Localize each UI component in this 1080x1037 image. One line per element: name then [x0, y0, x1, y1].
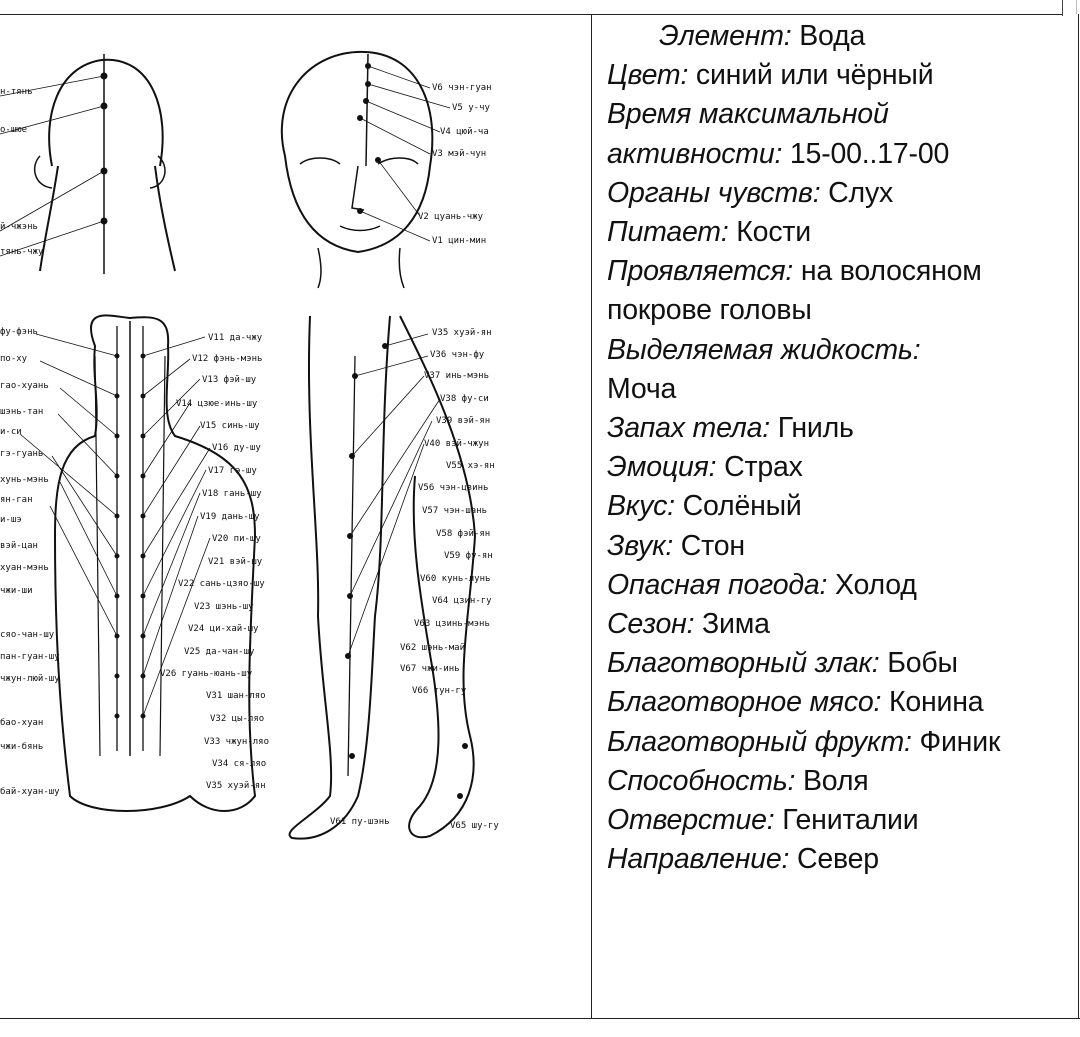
- label-back-left-14: пан-гуан-шу: [0, 652, 60, 662]
- label-leg-17: V66 тун-гу: [412, 686, 467, 696]
- label-leg-9: V57 чэн-шань: [422, 506, 488, 516]
- neck-back: [40, 166, 175, 271]
- label-back-right-13: V23 шэнь-шу: [194, 602, 254, 612]
- label-head-4: тянь-чжу: [0, 247, 44, 257]
- label-leg-4: V38 фу-си: [440, 394, 489, 404]
- label-back-left-17: чжи-бянь: [0, 742, 44, 752]
- label-back-right-19: V33 чжун-ляо: [204, 737, 270, 747]
- label-back-left-9: и-шэ: [0, 515, 22, 525]
- property-weather: Опасная погода: Холод: [607, 568, 917, 601]
- label-back-right-11: V21 вэй-шу: [208, 557, 263, 567]
- label-back-right-9: V19 дань-шу: [200, 512, 260, 522]
- table-right-border: [1078, 14, 1079, 1018]
- label-back-right-10: V20 пи-шу: [212, 534, 261, 544]
- label-back-left-2: по-ху: [0, 354, 28, 364]
- table-column-divider: [591, 14, 592, 1018]
- label-leg-5: V39 вэй-ян: [436, 416, 491, 426]
- label-back-right-12: V22 сань-цзяо-шу: [178, 579, 265, 589]
- property-direction: Направление: Север: [607, 843, 879, 876]
- label-leg-6: V40 вэй-чжун: [424, 439, 490, 449]
- property-meat: Благотворное мясо: Конина: [607, 686, 984, 719]
- label-back-left-10: вэй-цан: [0, 541, 38, 551]
- label-back-left-4: шэнь-тан: [0, 407, 44, 417]
- property-season: Сезон: Зима: [607, 608, 770, 641]
- label-face-6: V1 цин-мин: [432, 236, 487, 246]
- label-leg-19: V65 шу-гу: [450, 821, 499, 831]
- label-back-right-14: V24 ци-хай-шу: [188, 624, 259, 634]
- label-back-right-8: V18 гань-шу: [202, 489, 262, 499]
- face-outline: [282, 52, 433, 252]
- label-leg-12: V60 кунь-лунь: [420, 574, 491, 584]
- element-properties-list: [607, 17, 1073, 879]
- label-back-left-13: сяо-чан-шу: [0, 630, 55, 640]
- label-back-right-4: V14 цзюе-инь-шу: [176, 399, 258, 409]
- property-color: Цвет: синий или чёрный: [607, 59, 934, 92]
- label-leg-8: V56 чэн-цзинь: [418, 483, 489, 493]
- label-leg-11: V59 фу-ян: [444, 551, 493, 561]
- property-sense-organ: Органы чувств: Слух: [607, 176, 894, 209]
- label-head-1: н-тянь: [0, 87, 33, 97]
- label-leg-18: V61 пу-шэнь: [330, 817, 390, 827]
- label-face-3: V4 цюй-ча: [440, 127, 489, 137]
- bladder-meridian-illustration: [0, 16, 590, 846]
- label-leg-7: V55 хэ-ян: [446, 461, 495, 471]
- label-back-left-5: и-си: [0, 427, 22, 437]
- label-back-right-2: V12 фэнь-мэнь: [192, 354, 263, 364]
- property-ability: Способность: Воля: [607, 764, 869, 797]
- label-back-left-3: гао-хуань: [0, 381, 49, 391]
- property-peak-time-line2: активности: 15-00..17-00: [607, 137, 950, 170]
- label-back-left-16: бао-хуан: [0, 718, 44, 728]
- label-back-right-3: V13 фэй-шу: [202, 375, 257, 385]
- label-back-right-7: V17 гэ-шу: [208, 466, 257, 476]
- label-back-left-7: хунь-мэнь: [0, 475, 49, 485]
- label-back-right-6: V16 ду-шу: [212, 443, 261, 453]
- label-back-right-16: V26 гуань-юань-шу: [160, 669, 253, 679]
- label-back-right-15: V25 да-чан-шу: [184, 647, 255, 657]
- property-manifests: Проявляется: на волосяном покрове головы: [607, 255, 982, 327]
- label-back-right-21: V35 хуэй-ян: [206, 781, 266, 791]
- property-fruit: Благотворный фрукт: Финик: [607, 725, 1001, 758]
- property-taste: Вкус: Солёный: [607, 490, 802, 523]
- label-back-right-20: V34 ся-ляо: [212, 759, 267, 769]
- label-back-left-18: бай-хуан-шу: [0, 787, 60, 797]
- label-leg-14: V63 цзинь-мэнь: [414, 619, 490, 629]
- property-orifice: Отверстие: Гениталии: [607, 804, 919, 837]
- property-sound: Звук: Стон: [607, 529, 745, 562]
- property-body-odor: Запах тела: Гниль: [607, 412, 854, 445]
- label-back-right-1: V11 да-чжу: [208, 333, 263, 343]
- label-back-left-12: чжи-ши: [0, 586, 33, 596]
- label-leg-2: V36 чэн-фу: [430, 350, 485, 360]
- label-leg-13: V64 цзин-гу: [432, 596, 492, 606]
- label-leg-1: V35 хуэй-ян: [432, 328, 492, 338]
- label-back-left-8: ян-ган: [0, 495, 33, 505]
- table-bottom-border: [0, 1018, 1080, 1019]
- label-head-2: о-шюе: [0, 125, 28, 135]
- label-back-left-11: хуан-мэнь: [0, 563, 49, 573]
- label-leg-10: V58 фэй-ян: [436, 529, 491, 539]
- page-edge-mark-faint: [1076, 0, 1077, 14]
- label-back-left-15: чжун-люй-шу: [0, 674, 60, 684]
- label-face-1: V6 чэн-гуан: [432, 83, 492, 93]
- label-back-left-1: фу-фэнь: [0, 327, 38, 337]
- label-face-5: V2 цуань-чжу: [418, 212, 484, 222]
- label-back-right-17: V31 шан-ляо: [206, 691, 266, 701]
- label-back-right-18: V32 цы-ляо: [210, 714, 265, 724]
- label-leg-3: V37 инь-мэнь: [424, 371, 490, 381]
- property-element: Элемент: Вода: [659, 20, 866, 52]
- table-top-border: [0, 14, 1062, 15]
- property-grain: Благотворный злак: Бобы: [607, 647, 958, 680]
- label-back-left-6: гэ-гуань: [0, 449, 44, 459]
- property-nourishes: Питает: Кости: [607, 216, 811, 249]
- label-leg-16: V67 чжи-инь: [400, 664, 460, 674]
- page-edge-mark: [1062, 0, 1063, 16]
- label-leg-15: V62 шэнь-май: [400, 643, 466, 653]
- label-back-right-5: V15 синь-шу: [200, 421, 260, 431]
- property-peak-time-line1: Время максимальной: [607, 98, 889, 131]
- property-fluid: Выделяемая жидкость: Моча: [607, 333, 921, 405]
- label-face-2: V5 у-чу: [452, 103, 490, 113]
- label-head-3: й-чжэнь: [0, 222, 38, 232]
- property-emotion: Эмоция: Страх: [607, 451, 803, 484]
- label-face-4: V3 мэй-чун: [432, 149, 487, 159]
